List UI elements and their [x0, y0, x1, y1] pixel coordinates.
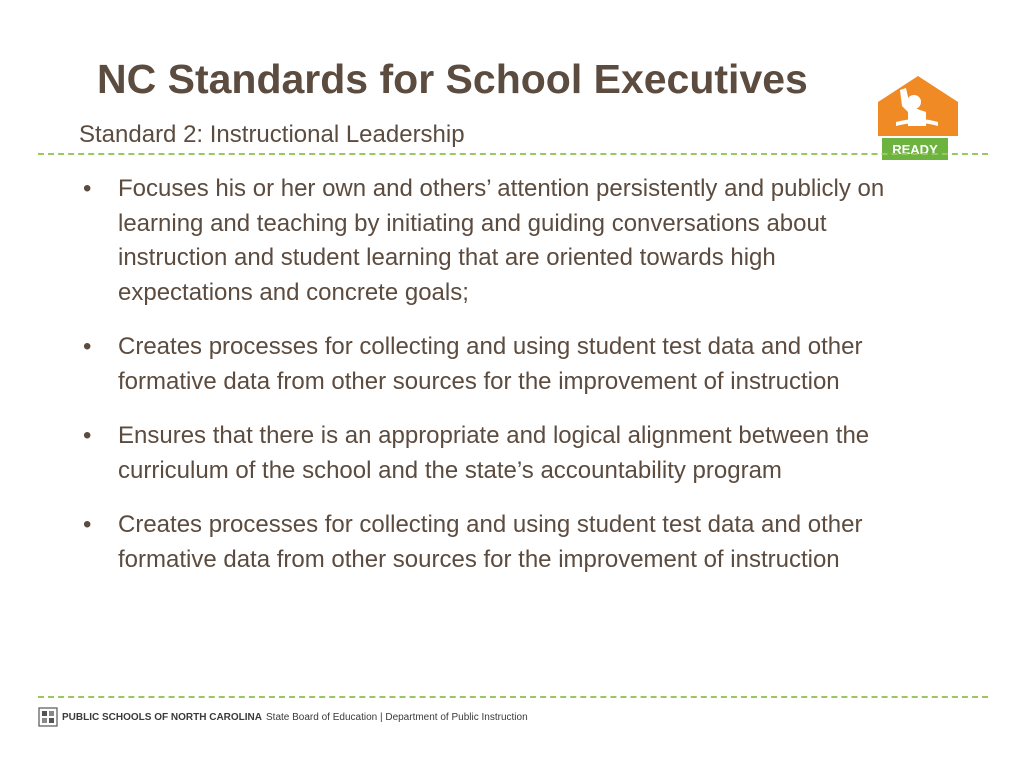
bullet-text: Creates processes for collecting and using student test data and other formative data from other sources for the improvement of instruction [118, 511, 863, 573]
bullet-list [79, 172, 909, 597]
bullet-text: Ensures that there is an appropriate and logical alignment between the curriculum of the school and the state’s accountability program [118, 422, 870, 484]
bottom-divider [38, 696, 988, 698]
top-divider [38, 153, 988, 155]
bullet-marker: • [83, 511, 92, 538]
bullet-text: Focuses his or her own and others’ attention persistently and publicly on learning and teaching by initiating and guiding conversations about instruction and student learning that are oriented towards high expectations and concrete goals; [118, 175, 885, 306]
ready-logo [878, 76, 958, 164]
logo-text: READY [892, 142, 938, 157]
bullet-item [79, 419, 909, 488]
bullet-item [79, 508, 909, 577]
footer-dept: State Board of Education | Department of Public Instruction [266, 711, 528, 723]
footer-org: PUBLIC SCHOOLS OF NORTH CAROLINA [62, 711, 262, 723]
slide-subtitle: Standard 2: Instructional Leadership [79, 121, 465, 148]
state-seal-icon [38, 707, 58, 727]
bullet-text: Creates processes for collecting and using student test data and other formative data from other sources for the improvement of instruction [118, 333, 863, 395]
bullet-marker: • [83, 422, 92, 449]
bullet-marker: • [83, 333, 92, 360]
bullet-marker: • [83, 175, 92, 202]
bullet-item [79, 330, 909, 399]
house-with-raised-hand-icon [878, 76, 958, 164]
bullet-item [79, 172, 909, 310]
footer [38, 707, 528, 727]
slide-title: NC Standards for School Executives [97, 56, 808, 102]
